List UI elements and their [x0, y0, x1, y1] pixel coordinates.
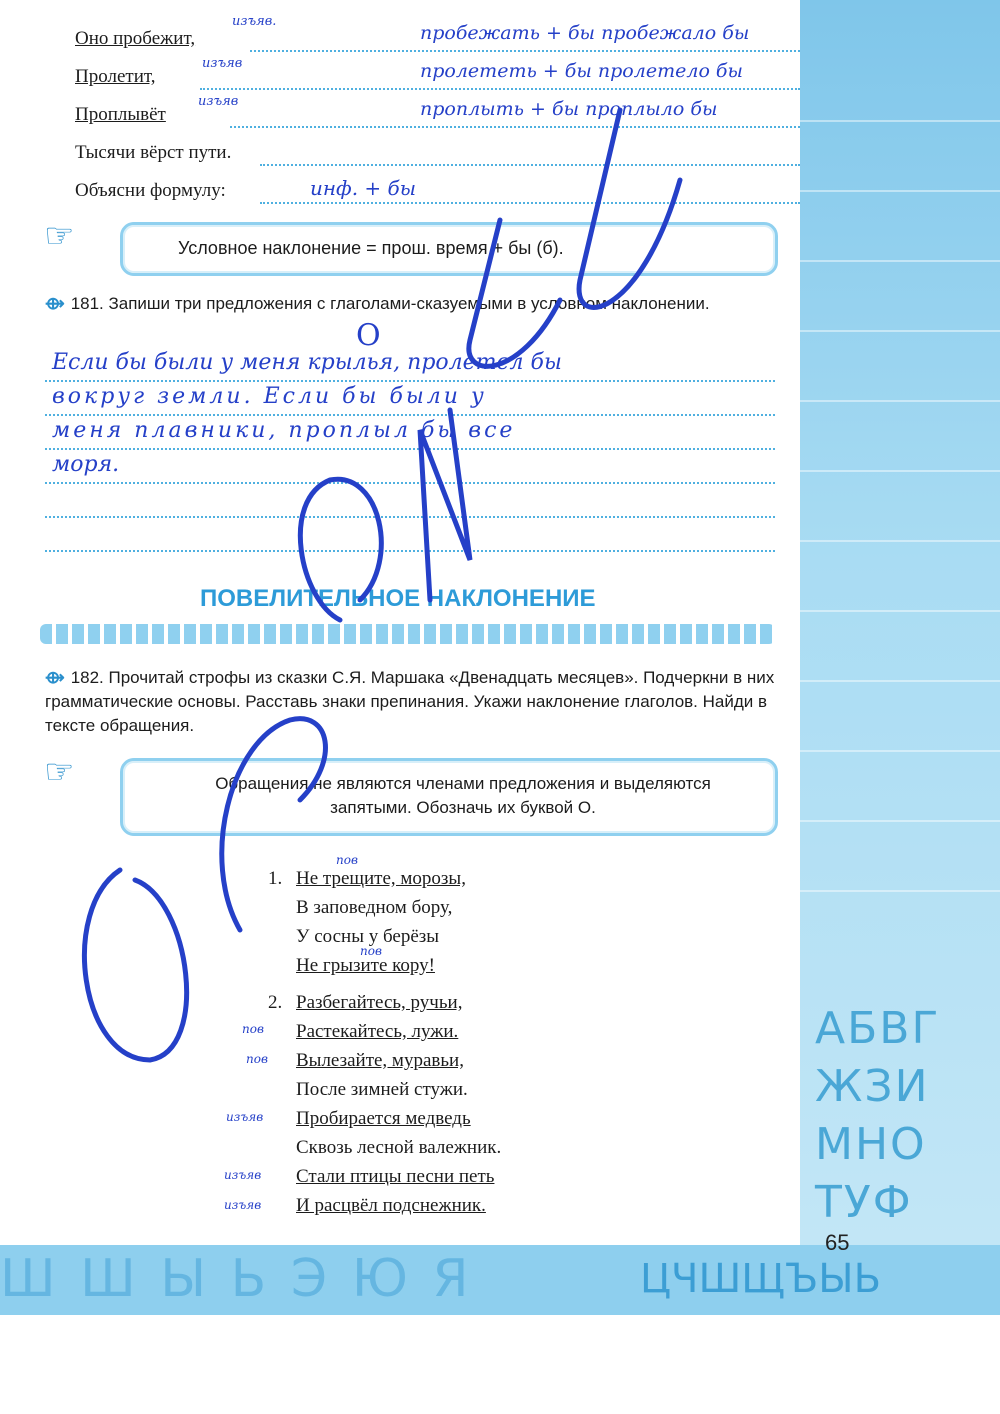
side-alphabet: [815, 1000, 1000, 1232]
page-number: 65: [825, 1230, 850, 1255]
scrawl-stroke: [420, 410, 470, 600]
poem-line: Не трещите, морозы,: [296, 868, 466, 889]
scrawl-stroke: [222, 719, 326, 930]
pointing-hand-icon: ☞: [44, 752, 75, 792]
handwritten-sentence: меня плавники, проплыл бы все: [52, 418, 516, 443]
annotation-izyav: изъяв: [226, 1110, 264, 1124]
handwritten-answer: пробежать + бы пробежало бы: [420, 22, 750, 44]
scrawl-stroke: [469, 220, 560, 366]
handwritten-answer: проплыть + бы проплыло бы: [420, 98, 718, 120]
exercise-182-text: 182. Прочитай строфы из сказки С.Я. Маршака «Двенадцать месяцев». Подчеркни в них грамматические основы. Расставь знаки препинания. Укажи наклонение глаголов. Найди в тексте обращения.: [45, 668, 775, 735]
exercise-bullet-icon: ⟴: [45, 668, 65, 687]
exercise-bullet-icon: ⟴: [45, 294, 65, 313]
poem-line: Стали птицы песни петь: [296, 1166, 495, 1187]
bottom-letters-right: ЦЧШЩЪЫЬ: [640, 1256, 882, 1302]
annotation-pov: пов: [360, 944, 382, 958]
poem-line: И расцвёл подснежник.: [296, 1195, 486, 1216]
bottom-letters-left: Ш Ш Ы Ь Э Ю Я: [0, 1249, 473, 1309]
rule-text: Условное наклонение = прош. время + бы (б).: [178, 238, 564, 258]
handwritten-note: изъяв.: [232, 14, 277, 29]
pointing-hand-icon: ☞: [44, 216, 75, 256]
side-letters-row: АБВГ: [815, 1003, 941, 1054]
poem-line: Не грызите кору!: [296, 955, 435, 976]
exercise-181-text: 181. Запиши три предложения с глаголами-сказуемыми в условном наклонении.: [70, 294, 710, 313]
annotation-big-o: О: [356, 318, 381, 353]
handwritten-sentence: моря.: [52, 452, 120, 477]
scrawl-stroke: [579, 110, 680, 307]
handwritten-sentence: вокруг земли. Если бы были у: [52, 384, 487, 409]
handwritten-note: изъяв: [202, 56, 243, 71]
formula-prompt: Объясни формулу:: [75, 180, 226, 201]
verse-line-3: Проплывёт: [75, 104, 166, 125]
poem-line: У сосны у берёзы: [296, 926, 440, 947]
poem-line: Сквозь лесной валежник.: [296, 1137, 502, 1158]
handwritten-answer: пролететь + бы пролетело бы: [420, 60, 743, 82]
formula-answer: инф. + бы: [310, 176, 417, 200]
poem-line: Пробирается медведь: [296, 1108, 471, 1129]
side-letters-row: ТУФ: [815, 1177, 913, 1228]
poem-line: В заповедном бору,: [296, 897, 453, 918]
poem-line: Вылезайте, муравьи,: [296, 1050, 464, 1071]
annotation-pov: пов: [336, 853, 358, 867]
side-letters-row: МНО: [815, 1119, 927, 1170]
section-title: ПОВЕЛИТЕЛЬНОЕ НАКЛОНЕНИЕ: [200, 585, 596, 612]
rule-text: Обращения не являются членами предложения и выделяются запятыми. Обозначь их буквой О.: [215, 774, 711, 817]
annotation-pov: пов: [246, 1052, 268, 1066]
stanza-number: 1.: [268, 868, 283, 889]
verse-line-4: Тысячи вёрст пути.: [75, 142, 232, 163]
scrawl-stroke: [84, 870, 186, 1060]
poem-line: Разбегайтесь, ручьи,: [296, 992, 463, 1013]
poem-line: Растекайтесь, лужи.: [296, 1021, 459, 1042]
scrawl-stroke: [300, 479, 381, 620]
annotation-izyav: изъяв: [224, 1168, 262, 1182]
side-letters-row: ЖЗИ: [815, 1061, 930, 1112]
stanza-number: 2.: [268, 992, 283, 1013]
handwritten-sentence: Если бы были у меня крылья, пролетел бы: [52, 350, 562, 375]
verse-line-1: Оно пробежит,: [75, 28, 196, 49]
annotation-izyav: изъяв: [224, 1198, 262, 1212]
poem-line: После зимней стужи.: [296, 1079, 468, 1100]
annotation-pov: пов: [242, 1022, 264, 1036]
verse-line-2: Пролетит,: [75, 66, 156, 87]
handwritten-note: изъяв: [198, 94, 239, 109]
